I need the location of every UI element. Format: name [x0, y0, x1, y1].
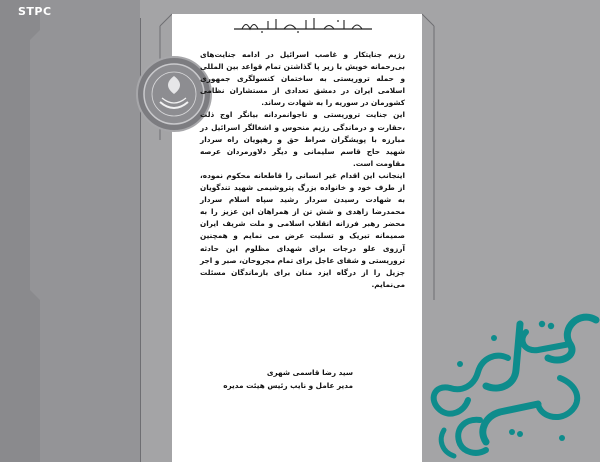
stpc-label: STPC [18, 5, 52, 18]
letter-body [200, 49, 405, 291]
paragraph-1: رژیم جنایتکار و غاصب اسرائیل در ادامه جنایت‌های بی‌رحمانه خویش با زیر پا گذاشتن تمام قواعد بین المللی و حمله تروریستی به ساختمان کنسولگری جمهوری اسلامی ایران در دمشق تعدادی از مستشاران نظامی کشورمان در سوریه را به شهادت رساند. [200, 50, 405, 108]
basmala-calligraphy [228, 16, 378, 34]
paragraph-3: اینجانب این اقدام غیر انسانی را قاطعانه محکوم نموده، از طرف خود و خانواده بزرگ پتروشیمی شهید تندگویان به شهادت رسیدن سردار رشید سپاه اسلام سردار محمدرضا زاهدی و شش تن از همراهان این عزیز را به محضر رهبر فرزانه انقلاب اسلامی و ملت شریف ایران صمیمانه تبریک و تسلیت عرض می نمایم و همچنین آرزوی علو درجات برای شهدای مظلوم این حادثه تروریستی و شفای عاجل برای تمام مجروحان، صبر و اجر جزیل را از درگاه ایزد منان برای بازماندگان مسئلت می‌نمایم. [200, 170, 405, 289]
signature-title: مدیر عامل و نایب رئیس هیئت مدیره [223, 381, 353, 390]
paragraph-2: این جنایت تروریستی و ناجوانمردانه بیانگر اوج ذلت ،حقارت و درماندگی رژیم منحوس و اشغالگر اسرائیل در مبارزه با پویشگران صراط حق و رهپویان راه سردار شهید حاج قاسم سلیمانی و دیگر دلاورمردان عرصه مقاومت است. [200, 110, 405, 168]
calligraphy-logo [420, 300, 600, 462]
signature-name: سید رضا قاسمی شهری [266, 368, 353, 377]
signature-block [200, 366, 405, 392]
